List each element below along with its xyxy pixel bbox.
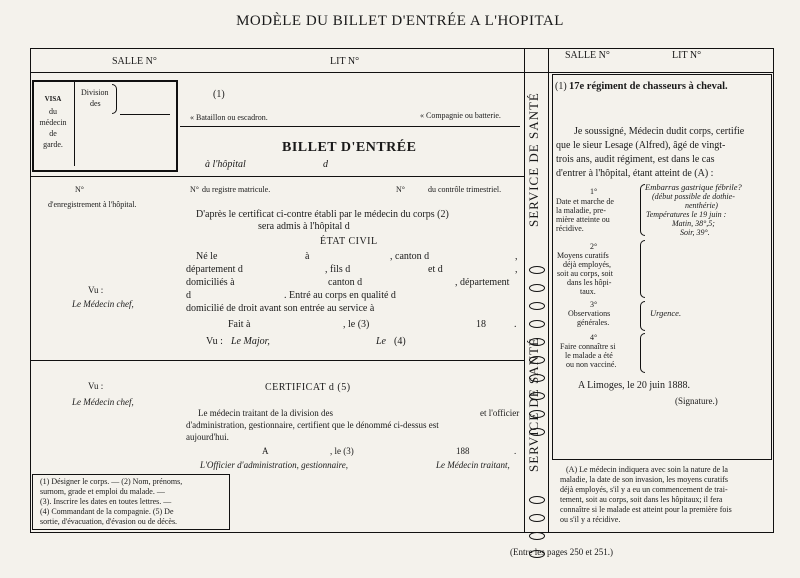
- entre-corps-label: . Entré au corps en qualité d: [284, 290, 396, 301]
- vu-label-1: Vu :: [88, 285, 104, 295]
- cert-year: 188: [456, 446, 470, 456]
- cert-line3: aujourd'hui.: [186, 432, 229, 442]
- cert-le: , le (3): [330, 446, 354, 456]
- a1-line: Températures le 19 juin :: [646, 210, 727, 219]
- medecin-chef-2: Le Médecin chef,: [72, 397, 134, 407]
- note-a-line: déjà employés, s'il y a eu un commencement de trai-: [560, 485, 728, 494]
- registre-no: N°: [190, 185, 199, 194]
- bataillon-label: « Bataillon ou escadron.: [190, 113, 268, 122]
- a1-line: Embarras gastrique fébrile?: [645, 182, 742, 192]
- canton2-label: canton d: [328, 277, 363, 288]
- q2-line: taux.: [580, 287, 596, 296]
- section-rule-2: [30, 360, 524, 361]
- vu-major-label: Vu :: [206, 336, 223, 347]
- division-bracket: [112, 84, 117, 114]
- ne-le: Né le: [196, 251, 218, 262]
- q4-line: ou non vacciné.: [566, 360, 617, 369]
- departement2-label: , département: [455, 277, 510, 288]
- footnote-line: (1) Désigner le corps. — (2) Nom, prénoms,: [40, 477, 183, 486]
- division-underline: [120, 114, 170, 115]
- medecin-chef-1: Le Médecin chef,: [72, 299, 134, 309]
- le4-note: (4): [394, 336, 406, 347]
- cert-line2: d'administration, gestionnaire, certifient que le dénommé ci-dessus est: [186, 420, 439, 430]
- registre-label: du registre matricule.: [202, 185, 271, 194]
- medecin-traitant-signature: Le Médecin traitant,: [436, 460, 510, 470]
- cert-line1b: et l'officier: [480, 408, 520, 418]
- q1-number: 1°: [590, 187, 598, 196]
- visa-line3: médecin: [39, 118, 67, 127]
- q3-line: Observations: [568, 309, 611, 318]
- spine-left-line: [524, 48, 525, 532]
- fils-label: , fils d: [325, 264, 351, 275]
- q2-line: déjà employés,: [563, 260, 611, 269]
- domicilie-droit-label: domicilié de droit avant son entrée au service à: [186, 303, 375, 314]
- a1-line: Matin, 38°,5;: [672, 219, 715, 228]
- fait-year: 18: [476, 319, 486, 330]
- compagnie-label: « Compagnie ou batterie.: [420, 111, 501, 120]
- enreg-no: N°: [75, 185, 84, 194]
- right-lit-label: LIT N°: [672, 50, 702, 61]
- admis-line: sera admis à l'hôpital d: [258, 221, 350, 232]
- note-a-line: tement, soit au corps, soit dans les hôpitaux; il fera: [560, 495, 723, 504]
- right-salle-label: SALLE N°: [565, 50, 610, 61]
- q2-line: dans les hôpi-: [567, 278, 612, 287]
- intro-line: d'entrer à l'hôpital, étant atteint de (A) :: [556, 168, 714, 179]
- departement-label: département d: [186, 264, 243, 275]
- q2-bracket: [640, 240, 645, 298]
- a3-answer: Urgence.: [650, 308, 682, 318]
- et-d-label: et d: [428, 264, 443, 275]
- intro-line: que le sieur Lesage (Alfred), âgé de vingt-: [556, 140, 726, 151]
- certificat-line: D'après le certificat ci-contre établi par le médecin du corps (2): [196, 209, 449, 220]
- q2-number: 2°: [590, 242, 598, 251]
- note1-marker: (1): [213, 89, 225, 100]
- vu-major: Le Major,: [231, 336, 270, 347]
- intro-line: trois ans, audit régiment, est dans le cas: [556, 154, 715, 165]
- cert-line1a: Le médecin traitant de la division des: [198, 408, 333, 418]
- note-a-line: ou s'il y a récidive.: [560, 515, 621, 524]
- visa-line5: garde.: [43, 140, 63, 149]
- q3-line: générales.: [577, 318, 610, 327]
- entre-d: d: [186, 290, 191, 301]
- q3-number: 3°: [590, 300, 598, 309]
- domicilies-label: domiciliés à: [186, 277, 235, 288]
- hopital-d: d: [323, 159, 328, 170]
- q1-line: mière atteinte ou: [556, 215, 610, 224]
- q4-line: Faire connaître si: [560, 342, 616, 351]
- comma-2: ,: [515, 264, 518, 275]
- place-date: A Limoges, le 20 juin 1888.: [578, 380, 690, 391]
- cert-a: A: [262, 446, 269, 456]
- enregistrement-label: d'enregistrement à l'hôpital.: [48, 200, 137, 209]
- bottom-note: (Entre les pages 250 et 251.): [510, 547, 613, 557]
- a-hopital: à l'hôpital: [205, 159, 246, 170]
- intro-line: Je soussigné, Médecin dudit corps, certifie: [574, 126, 745, 137]
- q2-line: Moyens curatifs: [557, 251, 609, 260]
- q4-line: le malade a été: [565, 351, 613, 360]
- a1-line: (début possible de dothie-: [652, 192, 735, 201]
- note-a-line: (A) Le médecin indiquera avec soin la nature de la: [566, 465, 728, 474]
- regiment-note: (1): [555, 81, 567, 92]
- visa-line4: de: [49, 129, 57, 138]
- fait-a: Fait à: [228, 319, 251, 330]
- a1-line: Soir, 39°.: [680, 228, 710, 237]
- cert-dot: .: [514, 446, 517, 456]
- visa-line1: VISA: [44, 95, 62, 103]
- spine-right-line: [548, 48, 549, 532]
- regiment-name: 17e régiment de chasseurs à cheval.: [569, 81, 728, 92]
- footnote-line: sortie, d'évacuation, d'évasion ou de décès.: [40, 517, 178, 526]
- fait-le: , le (3): [343, 319, 370, 330]
- controle-no: N°: [396, 185, 405, 194]
- ne-a: à: [305, 251, 310, 262]
- etat-civil-title: ÉTAT CIVIL: [320, 236, 378, 247]
- visa-line2: du: [49, 107, 57, 116]
- q1-line: Date et marche de: [556, 197, 614, 206]
- division-des-label: des: [90, 99, 101, 108]
- le4-label: Le: [376, 336, 386, 347]
- q1-line: récidive.: [556, 224, 584, 233]
- salle-label: SALLE N°: [112, 56, 157, 67]
- q2-line: soit au corps, soit: [557, 269, 613, 278]
- division-label: Division: [81, 88, 109, 97]
- q1-line: la maladie, pre-: [556, 206, 606, 215]
- footnote-line: (4) Commandant de la compagnie. (5) De: [40, 507, 174, 516]
- billet-title: BILLET D'ENTRÉE: [282, 140, 417, 155]
- comma-1: ,: [515, 251, 518, 262]
- note-a-line: maladie, la date de son invasion, les moyens curatifs: [560, 475, 728, 484]
- signature-label: (Signature.): [675, 396, 718, 406]
- q4-bracket: [640, 333, 645, 373]
- visa-divider: [74, 82, 75, 166]
- q3-bracket: [640, 301, 645, 331]
- lit-label: LIT N°: [330, 56, 360, 67]
- footnote-line: (3). Inscrire les dates en toutes lettres. —: [40, 497, 172, 506]
- spine-text-top: SERVICE DE SANTÉ: [526, 92, 541, 228]
- fait-dot: .: [514, 319, 517, 330]
- page-title: MODÈLE DU BILLET D'ENTRÉE A L'HOPITAL: [236, 13, 564, 29]
- spine-text-bottom: SERVICE DE SANTÉ: [526, 337, 541, 473]
- q4-number: 4°: [590, 333, 598, 342]
- canton-label: , canton d: [390, 251, 430, 262]
- top-rule: [180, 126, 520, 127]
- footnote-line: surnom, grade et emploi du malade. —: [40, 487, 165, 496]
- officier-signature: L'Officier d'administration, gestionnaire,: [200, 460, 349, 470]
- controle-label: du contrôle trimestriel.: [428, 185, 502, 194]
- header-divider: [30, 72, 774, 73]
- a1-line: nenthérie): [685, 201, 718, 210]
- note-a-line: connaître si le malade est atteint pour la première fois: [560, 505, 732, 514]
- vu-label-2: Vu :: [88, 381, 104, 391]
- section-rule-1: [30, 176, 524, 177]
- certificat-title: CERTIFICAT d (5): [265, 382, 351, 393]
